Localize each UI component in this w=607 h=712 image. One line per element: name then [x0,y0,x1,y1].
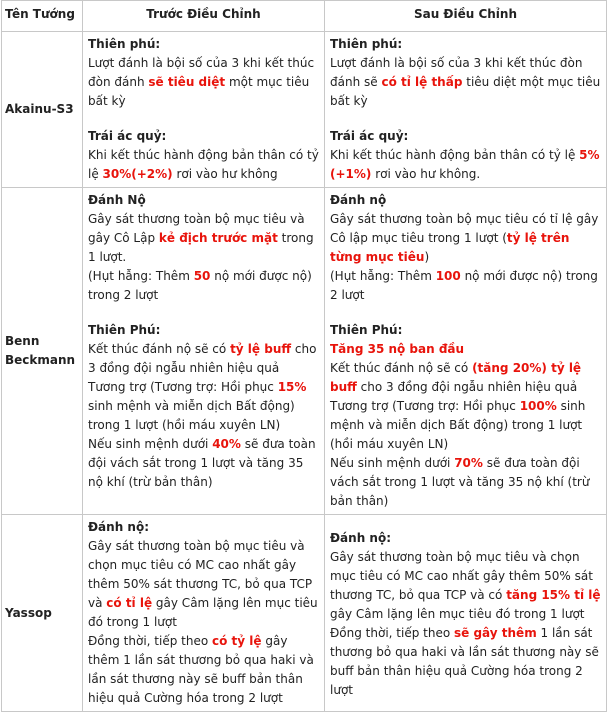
section-heading: Đánh nộ: [88,520,150,534]
paragraph: Khi kết thúc hành động bản thân có tỷ lệ 5%(+1%) rơi vào hư không. [330,148,600,181]
section-heading: Trái ác quỷ: [88,129,167,143]
paragraph: Lượt đánh là bội số của 3 khi kết thúc đòn đánh sẽ có tỉ lệ thấp tiêu diệt một mục tiêu bất kỳ [330,56,601,108]
paragraph: (Hụt hẫng: Thêm 100 nộ mới được nộ) trong 2 lượt [330,269,598,302]
section-heading: Trái ác quỷ: [330,129,409,143]
paragraph: Kết thúc đánh nộ sẽ có tỷ lệ buff cho 3 đồng đội ngẫu nhiên hiệu quả Tương trợ (Tương trợ: Hồi phục 15% sinh mệnh và miễn dịch Bất động) trong 1 lượt (hồi máu xuyên LN) [88,342,317,432]
after-cell [325,515,607,712]
hero-name: Yassop [2,515,83,712]
before-cell [83,515,325,712]
highlight-line: Tăng 35 nộ ban đầu [330,342,465,356]
paragraph: Đồng thời, tiếp theo có tỷ lệ gây thêm 1 lần sát thương bỏ qua haki và lần sát thương này sẽ buff bản thân hiệu quả Cường hóa trong 2 lượt [88,634,314,705]
header-hero-name: Tên Tướng [2,1,83,32]
paragraph: Kết thúc đánh nộ sẽ có (tăng 20%) tỷ lệ buff cho 3 đồng đội ngẫu nhiên hiệu quả Tương trợ (Tương trợ: Hồi phục 100% sinh mệnh và miễn dịch Bất động) trong 1 lượt (hồi máu xuyên LN) [330,361,586,451]
before-cell [83,32,325,188]
paragraph: Lượt đánh là bội số của 3 khi kết thúc đòn đánh sẽ tiêu diệt một mục tiêu bất kỳ [88,56,315,108]
paragraph: (Hụt hẫng: Thêm 50 nộ mới được nộ) trong 2 lượt [88,269,312,302]
section-heading: Thiên phú: [330,37,403,51]
paragraph: Gây sát thương toàn bộ mục tiêu và gây Cô Lập kẻ địch trước mặt trong 1 lượt. [88,212,314,264]
section-heading: Đánh nộ [330,193,387,207]
header-after: Sau Điều Chỉnh [325,1,607,32]
section-heading: Thiên Phú: [88,323,161,337]
paragraph: Đồng thời, tiếp theo sẽ gây thêm 1 lần sát thương bỏ qua haki và lần sát thương này sẽ buff bản thân hiệu quả Cường hóa trong 2 lượt [330,626,599,697]
table-row [2,515,607,712]
after-cell [325,32,607,188]
paragraph: Gây sát thương toàn bộ mục tiêu và chọn mục tiêu có MC cao nhất gây thêm 50% sát thương TC, bỏ qua TCP và có tăng 15% tỉ lệ gây Câm lặng lên mục tiêu đó trong 1 lượt [330,550,601,621]
changes-table [1,0,607,712]
header-before: Trước Điều Chỉnh [83,1,325,32]
after-cell [325,188,607,515]
paragraph: Khi kết thúc hành động bản thân có tỷ lệ 30%(+2%) rơi vào hư không [88,148,319,181]
hero-name: Akainu-S3 [2,32,83,188]
paragraph: Gây sát thương toàn bộ mục tiêu có tỉ lệ gây Cô lập mục tiêu trong 1 lượt (tỷ lệ trên từng mục tiêu) [330,212,599,264]
paragraph: Nếu sinh mệnh dưới 40% sẽ đưa toàn đội vách sắt trong 1 lượt và tăng 35 nộ khí (trừ bản thân) [88,437,316,489]
table-row [2,188,607,515]
table-row [2,32,607,188]
before-cell [83,188,325,515]
hero-name: Benn Beckmann [2,188,83,515]
section-heading: Thiên phú: [88,37,161,51]
paragraph: Nếu sinh mệnh dưới 70% sẽ đưa toàn đội vách sắt trong 1 lượt và tăng 35 nộ khí (trừ bản thân) [330,456,590,508]
section-heading: Đánh nộ: [330,531,392,545]
table-header-row [2,1,607,32]
section-heading: Đánh Nộ [88,193,146,207]
section-heading: Thiên Phú: [330,323,403,337]
paragraph: Gây sát thương toàn bộ mục tiêu và chọn mục tiêu có MC cao nhất gây thêm 50% sát thương TC, bỏ qua TCP và có tỉ lệ gây Câm lặng lên mục tiêu đó trong 1 lượt [88,539,318,629]
